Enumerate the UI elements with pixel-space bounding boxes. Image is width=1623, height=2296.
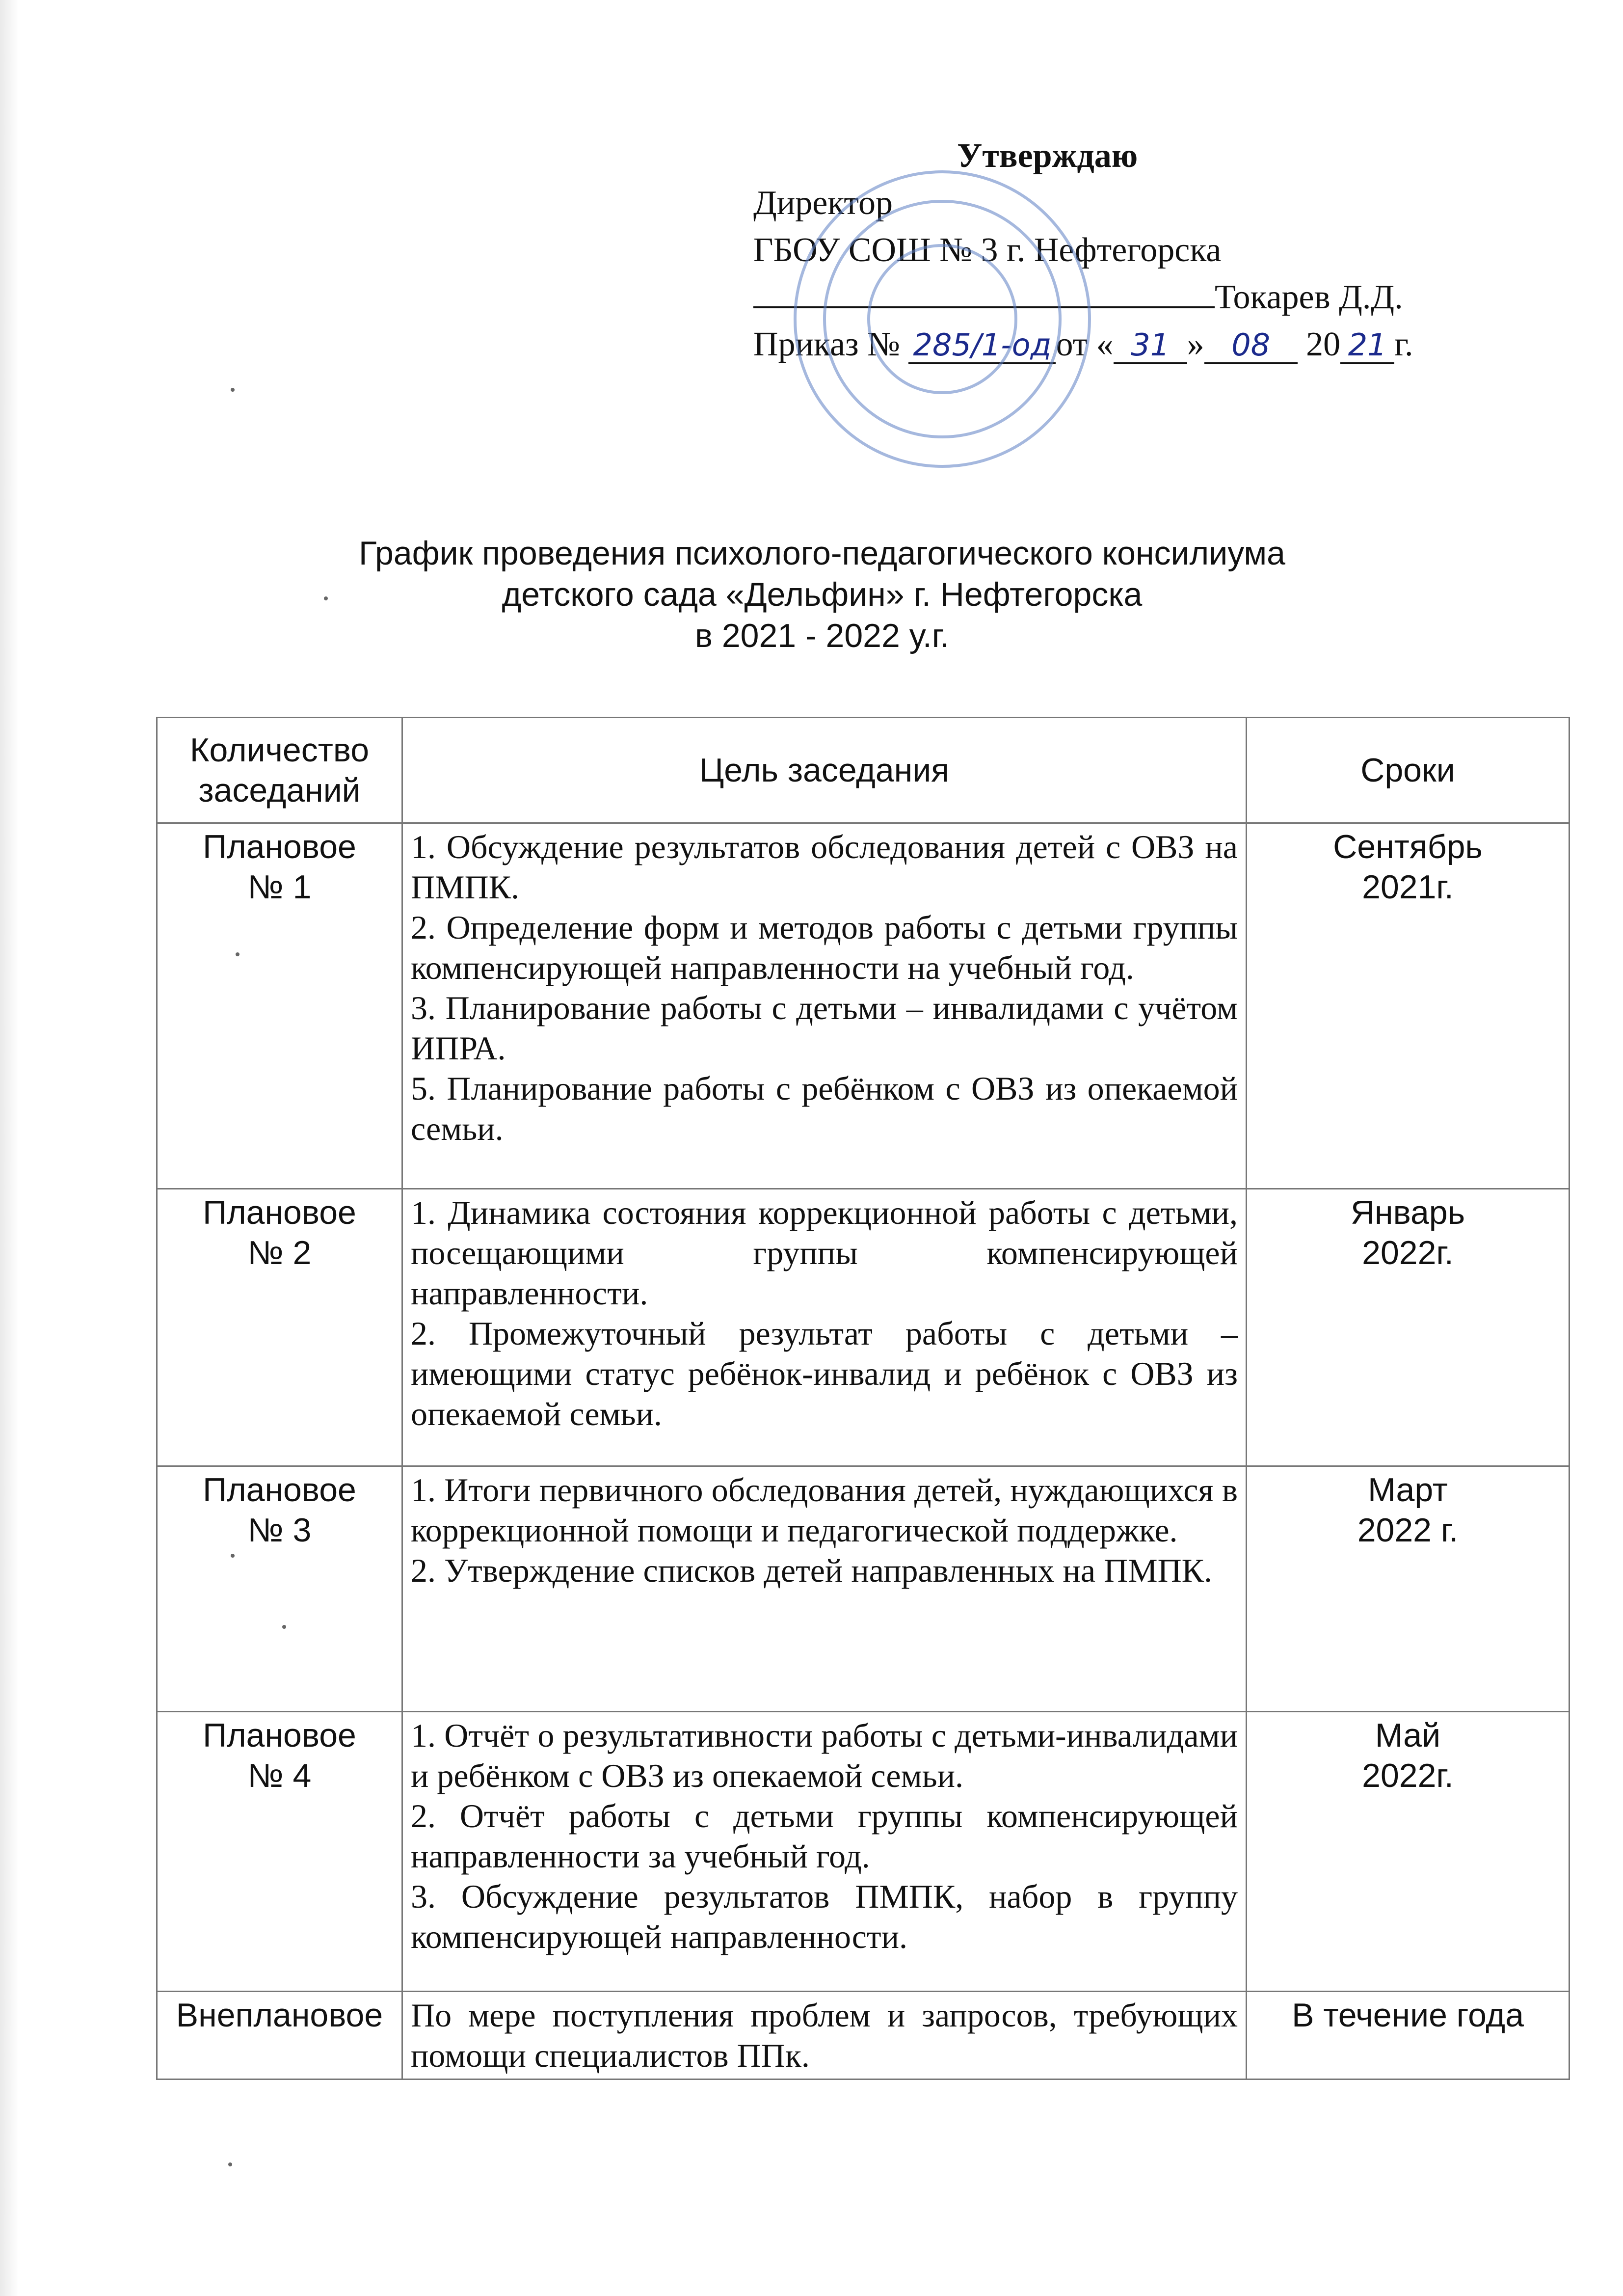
schedule-table <box>156 717 1570 2080</box>
heading-line-2: детского сада «Дельфин» г. Нефтегорска <box>502 576 1143 613</box>
stamp-center-ring <box>869 245 1016 393</box>
term-month: В течение года <box>1292 1997 1524 2034</box>
meeting-term-cell <box>1247 1466 1570 1712</box>
scan-edge <box>0 0 19 2296</box>
goal-item: 3. Обсуждение результатов ПМПК, набор в группу компенсирующей направленности. <box>411 1878 1238 1955</box>
term-month: Сентябрь <box>1333 828 1483 865</box>
goal-item: 1. Обсуждение результатов обследования детей с ОВЗ на ПМПК. <box>411 828 1238 906</box>
goal-item: 2. Утверждение списков детей направленных на ПМПК. <box>411 1552 1213 1589</box>
meeting-goal-cell <box>402 1466 1247 1712</box>
table-row <box>157 1466 1570 1712</box>
meeting-type: Плановое <box>203 1717 356 1754</box>
meeting-term-cell <box>1247 1992 1570 2080</box>
approval-signer: Токарев Д.Д. <box>1215 278 1403 316</box>
meeting-goal-cell <box>402 1189 1247 1466</box>
table-header-row <box>157 718 1570 823</box>
meeting-term-cell <box>1247 1189 1570 1466</box>
stamp-inner-ring <box>825 201 1060 437</box>
schedule-table-body <box>157 718 1570 2080</box>
order-year: 21 <box>1340 328 1394 364</box>
meeting-term-cell <box>1247 823 1570 1189</box>
meeting-type: Плановое <box>203 828 356 865</box>
table-row <box>157 1189 1570 1466</box>
goal-item: 2. Определение форм и методов работы с детьми группы компенсирующей направленности на учебный год. <box>411 909 1238 986</box>
meeting-goal-cell <box>402 1992 1247 2080</box>
scan-speck <box>231 1554 235 1558</box>
meeting-number: № 1 <box>247 868 312 906</box>
term-month: Январь <box>1350 1194 1465 1231</box>
scan-speck <box>236 952 239 956</box>
round-seal-stamp <box>785 162 1099 476</box>
meeting-goal-cell <box>402 823 1247 1189</box>
order-month: 08 <box>1204 328 1298 364</box>
heading-line-3: в 2021 - 2022 у.г. <box>694 617 950 654</box>
goal-item: 5. Планирование работы с ребёнком с ОВЗ из опекаемой семьи. <box>411 1070 1238 1147</box>
meeting-type-cell <box>157 1992 402 2080</box>
scan-speck <box>324 596 328 600</box>
approval-organization: ГБОУ СОШ № 3 г. Нефтегорска <box>753 231 1222 269</box>
order-day: 31 <box>1114 328 1187 364</box>
term-month: Март <box>1368 1471 1448 1509</box>
meeting-type: Плановое <box>203 1471 356 1509</box>
term-year: 2022г. <box>1362 1234 1454 1271</box>
goal-item: 2. Промежуточный результат работы с детьми – имеющими статус ребёнок-инвалид и ребёнок с ОВЗ из опекаемой семьи. <box>411 1315 1238 1432</box>
document-heading <box>294 533 1350 656</box>
header-term: Сроки <box>1247 718 1570 823</box>
meeting-number: № 3 <box>247 1512 312 1549</box>
scan-speck <box>231 388 235 392</box>
term-year: 2021г. <box>1362 868 1454 906</box>
goal-item: 1. Динамика состояния коррекционной работы с детьми, посещающими группы компенсирующей направленности. <box>411 1194 1238 1312</box>
header-count: Количество заседаний <box>157 718 402 823</box>
order-from: от « <box>1056 325 1114 363</box>
order-number: 285/1-од <box>908 328 1056 364</box>
order-suffix: г. <box>1394 325 1413 363</box>
meeting-number: № 4 <box>247 1757 312 1794</box>
term-month: Май <box>1375 1717 1441 1754</box>
meeting-type-cell <box>157 823 402 1189</box>
goal-item: По мере поступления проблем и запросов, требующих помощи специалистов ППк. <box>411 1997 1238 2074</box>
goal-item: 1. Итоги первичного обследования детей, нуждающихся в коррекционной помощи и педагогической поддержке. <box>411 1471 1238 1549</box>
meeting-type: Плановое <box>203 1194 356 1231</box>
term-year: 2022 г. <box>1357 1512 1459 1549</box>
table-row <box>157 1712 1570 1992</box>
scan-speck <box>282 1625 286 1629</box>
meeting-goal-cell <box>402 1712 1247 1992</box>
meeting-type: Внеплановое <box>176 1997 383 2034</box>
goal-item: 1. Отчёт о результативности работы с детьми-инвалидами и ребёнком с ОВЗ из опекаемой семьи. <box>411 1717 1238 1794</box>
table-row <box>157 823 1570 1189</box>
goal-item: 3. Планирование работы с детьми – инвалидами с учётом ИПРА. <box>411 989 1238 1067</box>
heading-line-1: График проведения психолого-педагогического консилиума <box>359 535 1285 572</box>
term-year: 2022г. <box>1362 1757 1454 1794</box>
order-mid: » <box>1187 325 1204 363</box>
approval-position: Директор <box>753 184 893 222</box>
meeting-number: № 2 <box>247 1234 312 1271</box>
stamp-outer-ring <box>795 172 1090 466</box>
table-row <box>157 1992 1570 2080</box>
approval-title: Утверждаю <box>957 137 1138 175</box>
order-year-prefix: 20 <box>1306 325 1341 363</box>
meeting-term-cell <box>1247 1712 1570 1992</box>
header-goal: Цель заседания <box>402 718 1247 823</box>
scan-speck <box>228 2162 232 2166</box>
meeting-type-cell <box>157 1712 402 1992</box>
meeting-type-cell <box>157 1466 402 1712</box>
meeting-type-cell <box>157 1189 402 1466</box>
goal-item: 2. Отчёт работы с детьми группы компенсирующей направленности за учебный год. <box>411 1797 1238 1875</box>
order-prefix: Приказ № <box>753 325 900 363</box>
